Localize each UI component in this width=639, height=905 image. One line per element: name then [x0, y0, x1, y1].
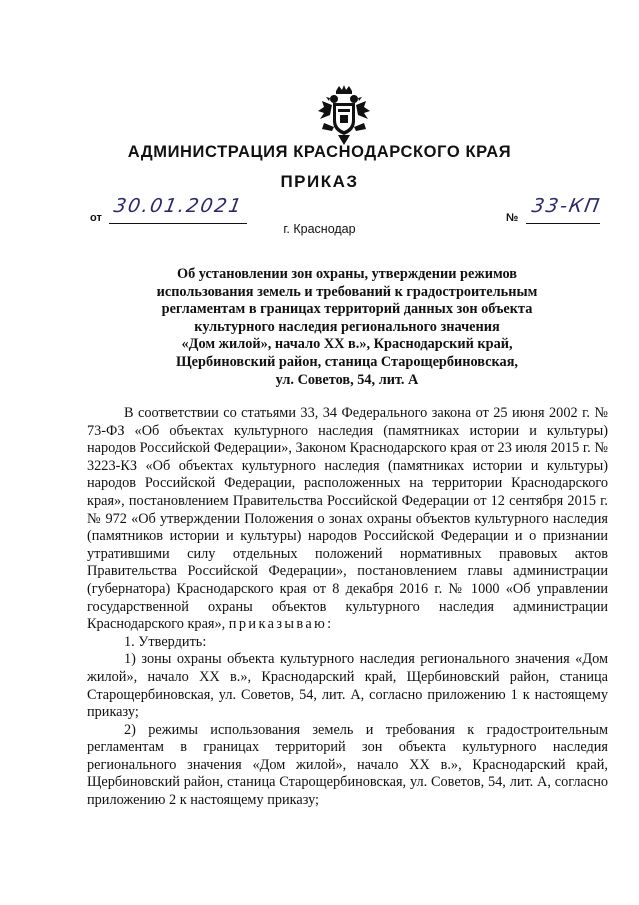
document-type: ПРИКАЗ — [280, 172, 359, 191]
number-handwritten: 33-КП — [530, 195, 603, 217]
title-line: использования земель и требований к градостроительным — [156, 283, 538, 300]
date-handwritten: 30.01.2021 — [112, 195, 245, 217]
title-line: «Дом жилой», начало XX в.», Краснодарский край, — [181, 336, 513, 353]
organization-name: АДМИНИСТРАЦИЯ КРАСНОДАРСКОГО КРАЯ — [127, 143, 512, 161]
item-1: 1. Утвердить: — [124, 633, 207, 650]
order-word: приказываю: — [228, 616, 334, 633]
document-title — [128, 266, 566, 389]
item-1-1: 1) зоны охраны объекта культурного наследия регионального значения «Дом жилой», начало XX в.», Краснодарский край, Щербиновский район, станица Старощербиновская, ул. Советов, 54, лит. А, согласно приложению 1 к настоящему приказу; — [87, 651, 608, 721]
title-line: Щербиновский район, станица Старощербиновская, — [175, 353, 519, 370]
document-body — [87, 405, 608, 810]
coat-of-arms-icon — [318, 85, 370, 147]
item-1-2: 2) режимы использования земель и требования к градостроительным регламентам в границах территорий зон объекта культурного наследия регионального значения «Дом жилой», начало XX в.», Краснодарский край, Щербиновский район, станица Старощербиновская, ул. Советов, 54, лит. А, согласно приложению 2 к настоящему приказу; — [87, 721, 608, 809]
date-label: от — [90, 212, 102, 224]
number-label: № — [506, 212, 519, 224]
title-line: ул. Советов, 54, лит. А — [275, 371, 419, 388]
title-line: Об установлении зон охраны, утверждении режимов — [176, 266, 518, 282]
title-line: культурного наследия регионального значения — [194, 318, 500, 335]
preamble-text: В соответствии со статьями 33, 34 Федерального закона от 25 июня 2002 г. № 73-ФЗ «Об объектах культурного наследия (памятниках истории и культуры) народов Российской Федерации», Законом Краснодарского края от 23 июля 2015 г. № 3223-КЗ «Об объектах культурного наследия (памятниках истории и культуры) народов Российской Федерации, расположенных на территории Краснодарского края», постановлением Правительства Российской Федерации от 12 сентября 2015 г. № 972 «Об утверждении Положения о зонах охраны объектов культурного наследия (памятников истории и культуры) народов Российской Федерации и о признании утратившими силу отдельных положений нормативных правовых актов Правительства Российской Федерации», постановлением главы администрации (губернатора) Краснодарского края от 8 декабря 2016 г. № 1000 «Об управлении государственной охраны объектов культурного наследия администрации Краснодарского края», — [87, 405, 608, 633]
title-line: регламентам в границах территорий данных зон объекта — [161, 301, 533, 318]
preamble-paragraph — [87, 405, 608, 634]
city-name: г. Краснодар — [283, 222, 356, 236]
